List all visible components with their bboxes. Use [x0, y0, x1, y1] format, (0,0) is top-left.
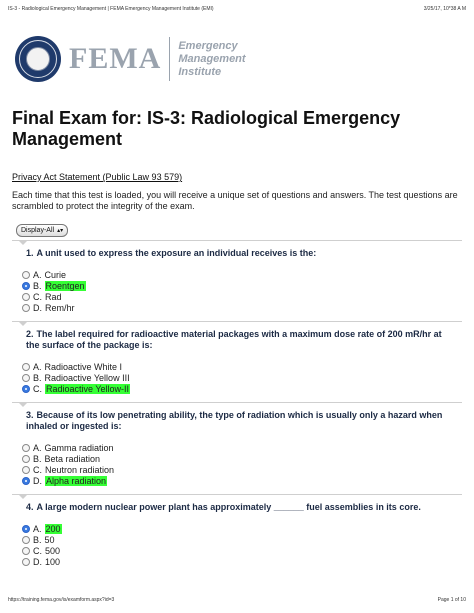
option-letter: C.: [33, 383, 42, 394]
chevron-updown-icon: ▴▾: [57, 228, 64, 234]
radio-checked-icon[interactable]: [22, 477, 30, 485]
option-letter: C.: [33, 545, 42, 556]
question-prompt: Because of its low penetrating ability, the type of radiation which is usually only a hazard when inhaled or ingested is:: [26, 410, 443, 431]
option-letter: B.: [33, 534, 42, 545]
option-text: Rem/hr: [45, 302, 75, 313]
answer-option[interactable]: [22, 269, 462, 280]
answer-option[interactable]: [22, 361, 462, 372]
answer-option[interactable]: [22, 291, 462, 302]
answer-options: [12, 361, 462, 394]
option-text: Curie: [44, 269, 67, 280]
answer-option[interactable]: [22, 545, 462, 556]
option-text: Rad: [45, 291, 62, 302]
question-text: [12, 322, 462, 361]
question-number: 2.: [26, 329, 34, 339]
option-letter: A.: [33, 442, 42, 453]
dhs-seal-icon: [15, 36, 61, 82]
radio-unchecked-icon[interactable]: [22, 455, 30, 463]
radio-unchecked-icon[interactable]: [22, 363, 30, 371]
option-letter: A.: [33, 361, 42, 372]
option-text: Radioactive Yellow III: [44, 372, 130, 383]
display-mode-value: Display-All: [21, 227, 55, 234]
radio-checked-icon[interactable]: [22, 385, 30, 393]
question-number: 3.: [26, 410, 34, 420]
question-divider: [12, 402, 462, 403]
emi-line-3: Institute: [178, 65, 222, 78]
privacy-act-link[interactable]: Privacy Act Statement (Public Law 93 579): [12, 172, 183, 182]
question-text: [12, 403, 462, 442]
answer-options: [12, 442, 462, 486]
answer-options: [12, 523, 462, 567]
option-letter: B.: [33, 280, 42, 291]
question-block: [12, 321, 462, 394]
radio-unchecked-icon[interactable]: [22, 374, 30, 382]
option-text: Radioactive White I: [44, 361, 123, 372]
exam-page: [12, 30, 462, 575]
print-footer: [8, 597, 466, 607]
display-mode-select[interactable]: [16, 224, 68, 237]
answer-option[interactable]: [22, 464, 462, 475]
print-header-timestamp: 3/25/17, 10*38 A M: [423, 6, 466, 12]
radio-unchecked-icon[interactable]: [22, 304, 30, 312]
emi-line-2: Management: [178, 52, 246, 65]
emi-wordmark: [178, 40, 245, 79]
answer-option[interactable]: [22, 372, 462, 383]
question-block: [12, 402, 462, 486]
radio-unchecked-icon[interactable]: [22, 271, 30, 279]
option-letter: D.: [33, 302, 42, 313]
option-text: Beta radiation: [44, 453, 101, 464]
question-block: [12, 240, 462, 313]
question-text: [12, 241, 462, 269]
option-text: Neutron radiation: [45, 464, 115, 475]
option-letter: A.: [33, 269, 42, 280]
radio-unchecked-icon[interactable]: [22, 536, 30, 544]
logo-banner: [12, 30, 462, 88]
page-title: Final Exam for: IS-3: Radiological Emergency Management: [12, 108, 401, 149]
question-divider: [12, 321, 462, 322]
selected-answer-text: Alpha radiation: [46, 475, 107, 486]
question-text: [12, 495, 462, 523]
selected-answer-text: Roentgen: [45, 280, 85, 291]
question-list: [12, 240, 462, 567]
print-footer-url: https://training.fema.gov/is/examform.aspx?id=3: [8, 597, 115, 603]
question-prompt: The label required for radioactive material packages with a maximum dose rate of 200 mR/hr at the surface of the package is:: [26, 329, 442, 350]
option-letter: B.: [33, 372, 42, 383]
option-text: Gamma radiation: [44, 442, 114, 453]
option-letter: C.: [33, 291, 42, 302]
question-prompt: A large modern nuclear power plant has approximately ______ fuel assemblies in its core.: [36, 502, 421, 512]
answer-option[interactable]: [22, 383, 462, 394]
option-letter: A.: [33, 523, 42, 534]
question-number: 4.: [26, 502, 34, 512]
option-letter: D.: [33, 556, 42, 567]
print-header-title: IS-3 - Radiological Emergency Management | FEMA Emergency Management Institute (EMI): [8, 6, 214, 12]
question-number: 1.: [26, 248, 34, 258]
option-letter: B.: [33, 453, 42, 464]
print-footer-page: Page 1 of 10: [437, 597, 466, 603]
answer-option[interactable]: [22, 556, 462, 567]
radio-unchecked-icon[interactable]: [22, 293, 30, 301]
logo-divider: [169, 37, 170, 81]
answer-option[interactable]: [22, 442, 462, 453]
option-text: 50: [44, 534, 55, 545]
fema-wordmark: FEMA: [69, 42, 162, 75]
question-divider: [12, 494, 462, 495]
answer-option[interactable]: [22, 523, 462, 534]
option-text: 500: [45, 545, 61, 556]
answer-option[interactable]: [22, 453, 462, 464]
option-text: 100: [45, 556, 61, 567]
print-header: [8, 6, 466, 16]
exam-intro-text: Each time that this test is loaded, you will receive a unique set of questions and answers. The test questions are scrambled to protect the integrity of the exam.: [12, 190, 458, 211]
radio-checked-icon[interactable]: [22, 525, 30, 533]
question-prompt: A unit used to express the exposure an individual receives is the:: [36, 248, 317, 258]
question-block: [12, 494, 462, 567]
option-letter: C.: [33, 464, 42, 475]
answer-option[interactable]: [22, 280, 462, 291]
radio-unchecked-icon[interactable]: [22, 547, 30, 555]
radio-checked-icon[interactable]: [22, 282, 30, 290]
option-letter: D.: [33, 475, 42, 486]
selected-answer-text: Radioactive Yellow-II: [46, 383, 130, 394]
emi-line-1: Emergency: [178, 39, 238, 52]
answer-option[interactable]: [22, 475, 462, 486]
selected-answer-text: 200: [45, 523, 61, 534]
question-divider: [12, 240, 462, 241]
radio-unchecked-icon[interactable]: [22, 558, 30, 566]
answer-option[interactable]: [22, 302, 462, 313]
answer-options: [12, 269, 462, 313]
answer-option[interactable]: [22, 534, 462, 545]
radio-unchecked-icon[interactable]: [22, 466, 30, 474]
radio-unchecked-icon[interactable]: [22, 444, 30, 452]
